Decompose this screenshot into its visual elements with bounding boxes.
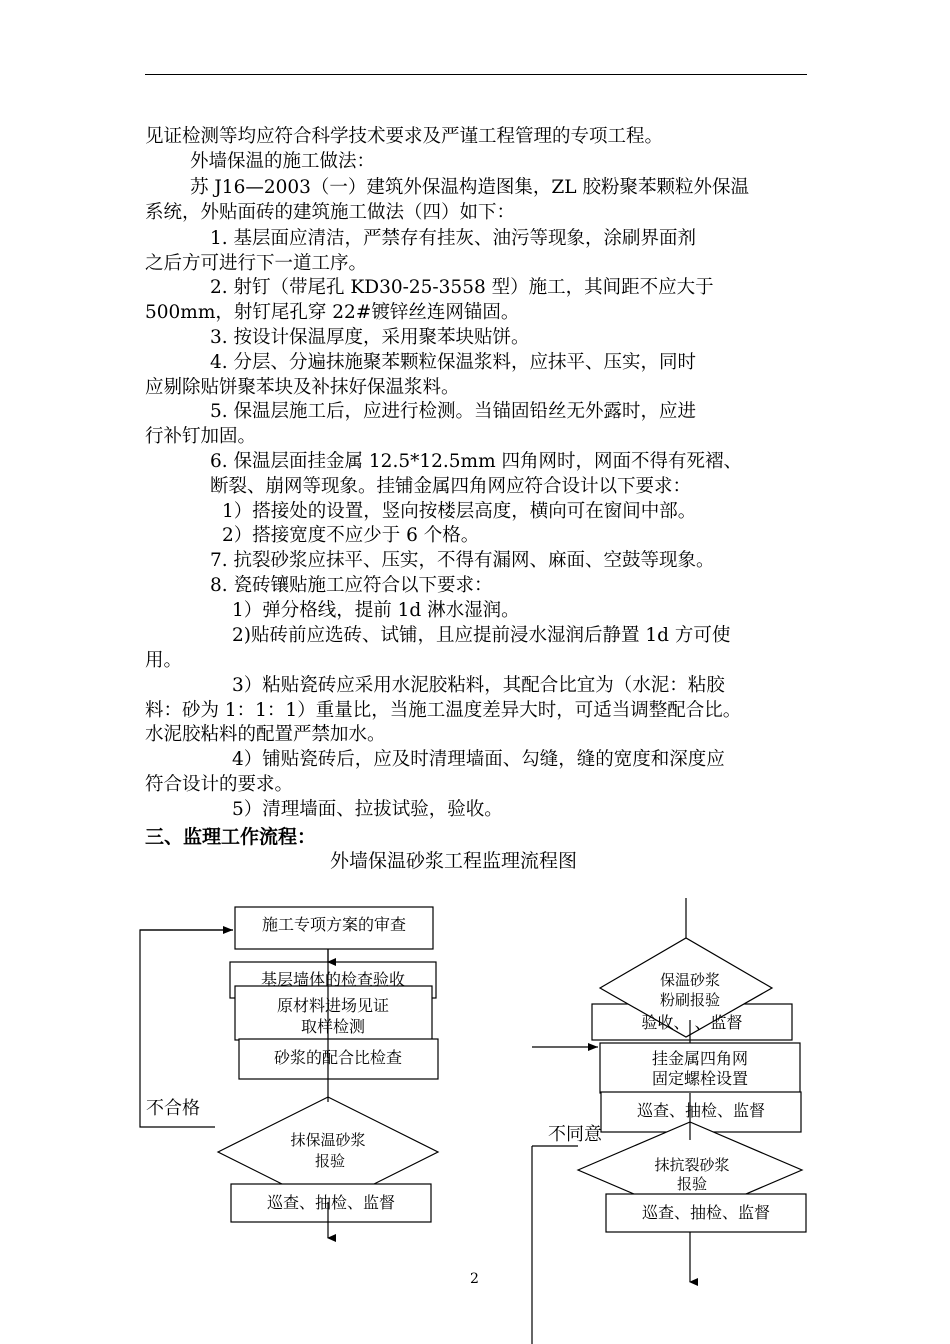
text-line: 1）弹分格线，提前 1d 淋水湿润。 xyxy=(232,600,520,621)
text-line: 用。 xyxy=(145,650,183,671)
text-line: 水泥胶粘料的配置严禁加水。 xyxy=(145,724,386,745)
text-line: 2. 射钉（带尾孔 KD30-25-3558 型）施工，其间距不应大于 xyxy=(210,277,714,298)
left-box-4-label: 砂浆的配合比检查 xyxy=(273,1048,403,1067)
text-line: 系统，外贴面砖的建筑施工做法（四）如下： xyxy=(145,202,516,223)
text-line: 断裂、崩网等现象。挂铺金属四角网应符合设计以下要求： xyxy=(210,476,692,497)
text-line: 1. 基层面应清洁，严禁存有挂灰、油污等现象，涂刷界面剂 xyxy=(210,228,697,249)
text-line: 6. 保温层面挂金属 12.5*12.5mm 四角网时，网面不得有死褶、 xyxy=(210,451,743,472)
right-diamond-2-label-1: 抹抗裂砂浆 xyxy=(654,1156,730,1174)
text-line: 应剔除贴饼聚苯块及补抹好保温浆料。 xyxy=(145,377,460,398)
right-box-2-label-1: 挂金属四角网 xyxy=(651,1049,749,1068)
left-box-5-label: 巡查、抽检、监督 xyxy=(266,1193,396,1212)
right-flow xyxy=(532,898,806,1344)
text-line: 500mm，射钉尾孔穿 22#镀锌丝连网锚固。 xyxy=(145,302,520,323)
text-line: 2)贴砖前应选砖、试铺，且应提前浸水湿润后静置 1d 方可使 xyxy=(232,625,731,646)
text-line: 行补钉加固。 xyxy=(145,426,257,447)
text-line: 4. 分层、分遍抹施聚苯颗粒保温浆料，应抹平、压实，同时 xyxy=(210,352,697,373)
text-line: 3）粘贴瓷砖应采用水泥胶粘料，其配合比宜为（水泥：粘胶 xyxy=(232,675,725,696)
left-loop-label: 不合格 xyxy=(146,1098,200,1119)
text-line: 4）铺贴瓷砖后，应及时清理墙面、勾缝，缝的宽度和深度应 xyxy=(232,749,725,770)
right-loop-label: 不同意 xyxy=(548,1124,602,1145)
right-diamond-1-label-1: 保温砂浆 xyxy=(659,971,721,989)
right-diamond-1-label-2: 粉刷报验 xyxy=(659,991,721,1009)
text-line: 2）搭接宽度不应少于 6 个格。 xyxy=(222,525,480,546)
text-line: 符合设计的要求。 xyxy=(145,774,294,795)
text-line: 5. 保温层施工后，应进行检测。当锚固铅丝无外露时，应进 xyxy=(210,401,697,422)
text-line: 8. 瓷砖镶贴施工应符合以下要求： xyxy=(210,575,493,596)
text-line: 之后方可进行下一道工序。 xyxy=(145,253,368,274)
text-line: 外墙保温的施工做法： xyxy=(190,151,376,172)
left-box-2-label: 基层墙体的检查验收 xyxy=(260,970,406,989)
left-diamond-label-2: 报验 xyxy=(314,1152,346,1170)
left-box-1-label: 施工专项方案的审查 xyxy=(261,915,407,934)
text-line: 3. 按设计保温厚度，采用聚苯块贴饼。 xyxy=(210,327,530,348)
left-box-3-label-1: 原材料进场见证 xyxy=(276,996,390,1015)
text-line: 5）清理墙面、拉拔试验，验收。 xyxy=(232,799,503,820)
right-box-1-label: 验收、 、监督 xyxy=(641,1013,743,1032)
text-line: 见证检测等均应符合科学技术要求及严谨工程管理的专项工程。 xyxy=(145,126,664,147)
header-rule xyxy=(145,74,807,75)
left-diamond-label-1: 抹保温砂浆 xyxy=(290,1131,366,1149)
left-box-3-label-2: 取样检测 xyxy=(300,1017,366,1036)
right-diamond-2-label-2: 报验 xyxy=(676,1175,708,1193)
flowchart-caption: 外墙保温砂浆工程监理流程图 xyxy=(330,850,578,872)
right-box-2-label-2: 固定螺栓设置 xyxy=(651,1069,749,1088)
right-box-4-label: 巡查、抽检、监督 xyxy=(641,1203,771,1222)
section-heading: 三、监理工作流程： xyxy=(145,826,317,848)
page-number: 2 xyxy=(470,1271,479,1287)
text-line: 苏 J16—2003（一）建筑外保温构造图集，ZL 胶粉聚苯颗粒外保温 xyxy=(190,177,749,198)
right-box-3-label: 巡查、抽检、监督 xyxy=(636,1101,766,1120)
text-line: 7. 抗裂砂浆应抹平、压实，不得有漏网、麻面、空鼓等现象。 xyxy=(210,550,715,571)
text-line: 1）搭接处的设置，竖向按楼层高度，横向可在窗间中部。 xyxy=(222,501,697,522)
text-line: 料：砂为 1：1：1）重量比，当施工温度差异大时，可适当调整配合比。 xyxy=(145,700,742,721)
left-flow xyxy=(140,907,438,1238)
